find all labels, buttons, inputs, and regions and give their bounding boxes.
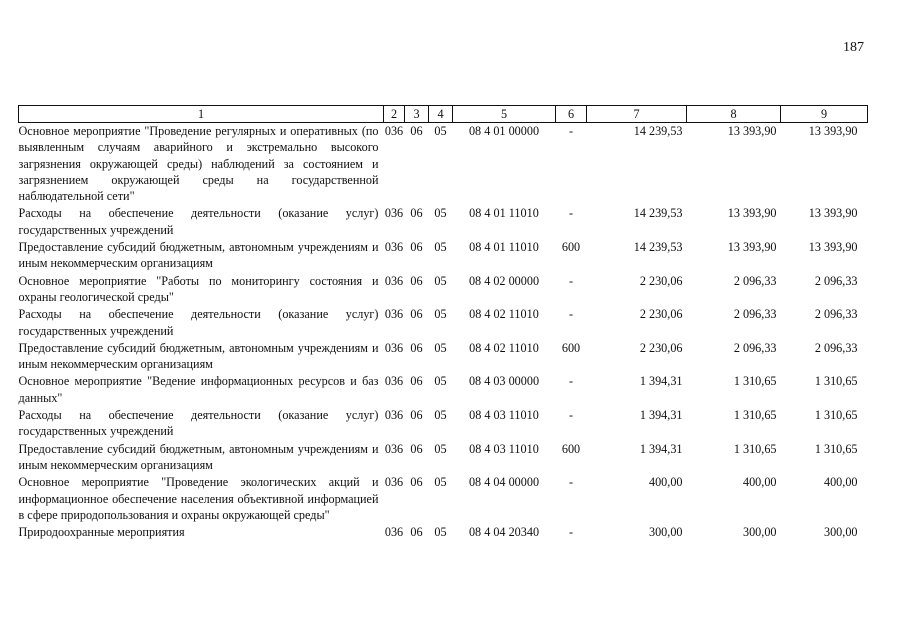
target-article-code: 08 4 01 11010 bbox=[469, 240, 539, 255]
target-article-code: 08 4 04 20340 bbox=[468, 525, 540, 540]
subsection-code: 05 bbox=[434, 525, 447, 540]
budget-table bbox=[18, 105, 868, 541]
amount-col8: 2 096,33 bbox=[733, 273, 777, 288]
section-code: 06 bbox=[410, 525, 423, 540]
column-number-header-row bbox=[19, 106, 868, 123]
target-article-code: 08 4 01 11010 bbox=[469, 206, 539, 221]
ministry-code: 036 bbox=[384, 273, 404, 288]
amount-col7: 300,00 bbox=[648, 525, 683, 540]
ministry-code: 036 bbox=[384, 240, 404, 255]
target-article-code: 08 4 03 11010 bbox=[469, 408, 539, 423]
section-code: 06 bbox=[410, 475, 423, 490]
amount-col9: 13 393,90 bbox=[808, 124, 858, 138]
subsection-code: 05 bbox=[434, 340, 447, 355]
expense-type-code: - bbox=[568, 307, 574, 322]
table-body bbox=[19, 123, 868, 542]
table-row bbox=[19, 407, 868, 441]
table-row bbox=[19, 123, 868, 206]
row-name: Основное мероприятие "Работы по мониторингу состояния и охраны геологической среды" bbox=[18, 273, 379, 304]
amount-col7: 2 230,06 bbox=[639, 340, 683, 355]
subsection-code: 05 bbox=[434, 273, 447, 288]
ministry-code: 036 bbox=[384, 307, 404, 322]
amount-col9: 400,00 bbox=[823, 475, 858, 490]
subsection-code: 05 bbox=[434, 124, 447, 138]
amount-col8: 1 310,65 bbox=[733, 374, 777, 389]
ministry-code: 036 bbox=[384, 408, 404, 423]
amount-col7: 2 230,06 bbox=[639, 273, 683, 288]
section-code: 06 bbox=[410, 273, 423, 288]
expense-type-code: - bbox=[568, 475, 574, 490]
expense-type-code: - bbox=[568, 374, 574, 389]
amount-col8: 2 096,33 bbox=[733, 340, 777, 355]
column-header: 7 bbox=[587, 106, 687, 123]
amount-col8: 1 310,65 bbox=[733, 441, 777, 456]
subsection-code: 05 bbox=[434, 441, 447, 456]
expense-type-code: - bbox=[568, 408, 574, 423]
amount-col9: 1 310,65 bbox=[814, 408, 858, 423]
target-article-code: 08 4 03 11010 bbox=[469, 441, 539, 456]
table-row bbox=[19, 474, 868, 524]
column-header: 6 bbox=[556, 106, 587, 123]
table-row bbox=[19, 205, 868, 239]
row-name: Предоставление субсидий бюджетным, автономным учреждениям и иным некоммерческим организациям bbox=[18, 340, 379, 372]
row-name: Основное мероприятие "Ведение информационных ресурсов и баз данных" bbox=[18, 374, 379, 405]
subsection-code: 05 bbox=[434, 374, 447, 389]
target-article-code: 08 4 04 00000 bbox=[468, 475, 540, 490]
subsection-code: 05 bbox=[434, 408, 447, 423]
column-header: 4 bbox=[429, 106, 453, 123]
table-row bbox=[19, 273, 868, 307]
table-row bbox=[19, 524, 868, 541]
amount-col7: 14 239,53 bbox=[633, 124, 683, 138]
target-article-code: 08 4 02 00000 bbox=[468, 273, 540, 288]
column-header: 5 bbox=[453, 106, 556, 123]
amount-col7: 14 239,53 bbox=[633, 240, 683, 255]
amount-col9: 2 096,33 bbox=[814, 340, 858, 355]
subsection-code: 05 bbox=[434, 240, 447, 255]
row-name: Расходы на обеспечение деятельности (оказание услуг) государственных учреждений bbox=[18, 307, 379, 338]
page-number: 187 bbox=[843, 40, 864, 55]
amount-col8: 300,00 bbox=[742, 525, 777, 540]
section-code: 06 bbox=[410, 124, 423, 138]
row-name: Расходы на обеспечение деятельности (оказание услуг) государственных учреждений bbox=[18, 206, 379, 237]
amount-col7: 2 230,06 bbox=[639, 307, 683, 322]
amount-col7: 400,00 bbox=[648, 475, 683, 490]
ministry-code: 036 bbox=[384, 340, 404, 355]
column-header: 3 bbox=[405, 106, 429, 123]
table-row bbox=[19, 340, 868, 374]
amount-col8: 13 393,90 bbox=[727, 240, 777, 255]
section-code: 06 bbox=[410, 340, 423, 355]
target-article-code: 08 4 03 00000 bbox=[468, 374, 540, 389]
amount-col8: 13 393,90 bbox=[727, 124, 777, 138]
expense-type-code: 600 bbox=[561, 340, 581, 355]
row-name: Основное мероприятие "Проведение регулярных и оперативных (по выявленным случаям аварийного и экстремально высокого загрязнения окружающей среды) наблюдений за состоянием и загрязнением окружающей среды на государственной наблюдательной сети" bbox=[18, 124, 379, 204]
expense-type-code: 600 bbox=[561, 240, 581, 255]
amount-col9: 1 310,65 bbox=[814, 441, 858, 456]
row-name: Основное мероприятие "Проведение экологических акций и информационное обеспечение населения объективной информацией в сфере природопользования и охраны окружающей среды" bbox=[18, 475, 379, 522]
table-row bbox=[19, 239, 868, 273]
amount-col8: 2 096,33 bbox=[733, 307, 777, 322]
amount-col9: 13 393,90 bbox=[808, 240, 858, 255]
column-header: 1 bbox=[19, 106, 384, 123]
ministry-code: 036 bbox=[384, 525, 404, 540]
table-row bbox=[19, 306, 868, 340]
row-name: Расходы на обеспечение деятельности (оказание услуг) государственных учреждений bbox=[18, 408, 379, 439]
amount-col8: 1 310,65 bbox=[733, 408, 777, 423]
amount-col9: 2 096,33 bbox=[814, 307, 858, 322]
section-code: 06 bbox=[410, 206, 423, 221]
column-header: 9 bbox=[781, 106, 868, 123]
target-article-code: 08 4 01 00000 bbox=[468, 124, 540, 138]
amount-col9: 13 393,90 bbox=[808, 206, 858, 221]
target-article-code: 08 4 02 11010 bbox=[469, 307, 539, 322]
expense-type-code: - bbox=[568, 206, 574, 221]
row-name: Предоставление субсидий бюджетным, автономным учреждениям и иным некоммерческим организациям bbox=[18, 441, 379, 472]
section-code: 06 bbox=[410, 441, 423, 456]
expense-type-code: - bbox=[568, 525, 574, 540]
amount-col7: 1 394,31 bbox=[639, 374, 683, 389]
section-code: 06 bbox=[410, 240, 423, 255]
ministry-code: 036 bbox=[384, 441, 404, 456]
section-code: 06 bbox=[410, 307, 423, 322]
ministry-code: 036 bbox=[384, 206, 404, 221]
amount-col7: 1 394,31 bbox=[639, 408, 683, 423]
row-name: Природоохранные мероприятия bbox=[18, 525, 185, 540]
amount-col7: 14 239,53 bbox=[633, 206, 683, 221]
expense-type-code: 600 bbox=[561, 441, 581, 456]
column-header: 8 bbox=[687, 106, 781, 123]
amount-col9: 1 310,65 bbox=[814, 374, 858, 389]
amount-col8: 13 393,90 bbox=[727, 206, 777, 221]
subsection-code: 05 bbox=[434, 475, 447, 490]
amount-col9: 300,00 bbox=[823, 525, 858, 540]
subsection-code: 05 bbox=[434, 307, 447, 322]
expense-type-code: - bbox=[568, 124, 574, 138]
table-row bbox=[19, 441, 868, 475]
amount-col9: 2 096,33 bbox=[814, 273, 858, 288]
section-code: 06 bbox=[410, 374, 423, 389]
column-header: 2 bbox=[384, 106, 405, 123]
ministry-code: 036 bbox=[384, 374, 404, 389]
ministry-code: 036 bbox=[384, 475, 404, 490]
section-code: 06 bbox=[410, 408, 423, 423]
target-article-code: 08 4 02 11010 bbox=[469, 340, 539, 355]
amount-col7: 1 394,31 bbox=[639, 441, 683, 456]
expense-type-code: - bbox=[568, 273, 574, 288]
table-row bbox=[19, 373, 868, 407]
amount-col8: 400,00 bbox=[742, 475, 777, 490]
row-name: Предоставление субсидий бюджетным, автономным учреждениям и иным некоммерческим организациям bbox=[18, 240, 379, 271]
subsection-code: 05 bbox=[434, 206, 447, 221]
ministry-code: 036 bbox=[384, 124, 404, 138]
